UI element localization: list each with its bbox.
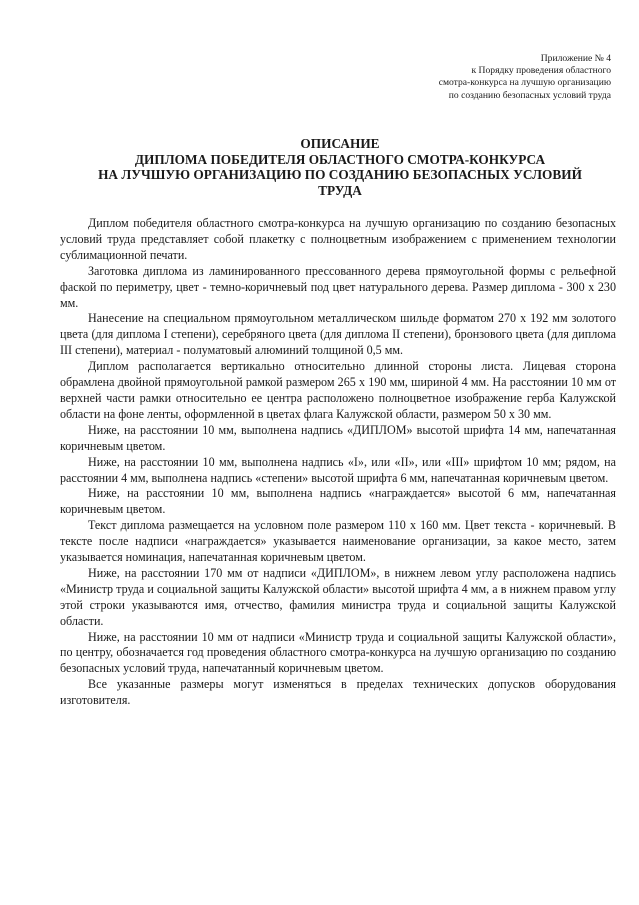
paragraph: Ниже, на расстоянии 10 мм, выполнена надпись «I», или «II», или «III» шрифтом 10 мм; рядом, на расстоянии 4 мм, выполнена надпись «степени» высотой шрифта 6 мм, напечатанная коричневым цветом.: [60, 454, 616, 485]
paragraph: Все указанные размеры могут изменяться в пределах технических допусков оборудования изготовителя.: [60, 677, 616, 708]
document-body: [60, 216, 616, 709]
appendix-line: смотра-конкурса на лучшую организацию: [438, 77, 611, 89]
title-line: ДИПЛОМА ПОБЕДИТЕЛЯ ОБЛАСТНОГО СМОТРА-КОНКУРСА: [134, 151, 546, 167]
paragraph: Диплом победителя областного смотра-конкурса на лучшую организацию по созданию безопасных условий труда представляет собой плакетку с полноцветным изображением с применением технологии сублимационной печати.: [60, 216, 616, 262]
paragraph: Ниже, на расстоянии 10 мм, выполнена надпись «ДИПЛОМ» высотой шрифта 14 мм, напечатанная коричневым цветом.: [60, 422, 616, 453]
document-title: [60, 136, 620, 198]
appendix-line: Приложение № 4: [540, 53, 611, 64]
paragraph: Нанесение на специальном прямоугольном металлическом шильде форматом 270 х 192 мм золотого цвета (для диплома I степени), серебряного цвета (для диплома II степени), бронзового цвета (для диплома III степени), материал - полуматовый алюминий толщиной 0,5 мм.: [60, 311, 616, 358]
title-line: НА ЛУЧШУЮ ОРГАНИЗАЦИЮ ПО СОЗДАНИЮ БЕЗОПАСНЫХ УСЛОВИЙ: [98, 167, 582, 183]
paragraph: Текст диплома размещается на условном поле размером 110 х 160 мм. Цвет текста - коричневый. В тексте после надписи «награждается» указывается наименование организации, за какое место, затем указывается номинация, напечатанная коричневым цветом.: [60, 518, 616, 565]
paragraph: Ниже, на расстоянии 170 мм от надписи «ДИПЛОМ», в нижнем левом углу расположена надпись «Министр труда и социальной защиты Калужской области» высотой шрифта 4 мм, а в нижнем правом углу этой строки указываются имя, отчество, фамилия министра труда и социальной защиты Калужской области.: [60, 565, 616, 628]
paragraph: Диплом располагается вертикально относительно длинной стороны листа. Лицевая сторона обрамлена двойной прямоугольной рамкой размером 265 х 190 мм, шириной 4 мм. На расстоянии 10 мм от верхней части рамки относительно ее центра расположено полноцветное изображение герба Калужской области на фоне ленты, оформленной в цветах флага Калужской области, размером 50 х 30 мм.: [60, 359, 616, 421]
paragraph: Заготовка диплома из ламинированного прессованного дерева прямоугольной формы с рельефной фаской по периметру, цвет - темно-коричневый под цвет натурального дерева. Размер диплома - 300 х 230 мм.: [60, 263, 616, 310]
appendix-note: [351, 53, 611, 102]
paragraph: Ниже, на расстоянии 10 мм, выполнена надпись «награждается» высотой 6 мм, напечатанная коричневым цветом.: [60, 486, 616, 517]
appendix-line: к Порядку проведения областного: [471, 65, 611, 77]
paragraph: Ниже, на расстоянии 10 мм от надписи «Министр труда и социальной защиты Калужской области», по центру, обозначается год проведения областного смотра-конкурса на лучшую организацию по созданию безопасных условий труда, напечатанный коричневым цветом.: [60, 629, 616, 676]
title-line: ТРУДА: [318, 182, 362, 198]
title-line: ОПИСАНИЕ: [300, 136, 380, 151]
appendix-line: по созданию безопасных условий труда: [448, 89, 611, 101]
